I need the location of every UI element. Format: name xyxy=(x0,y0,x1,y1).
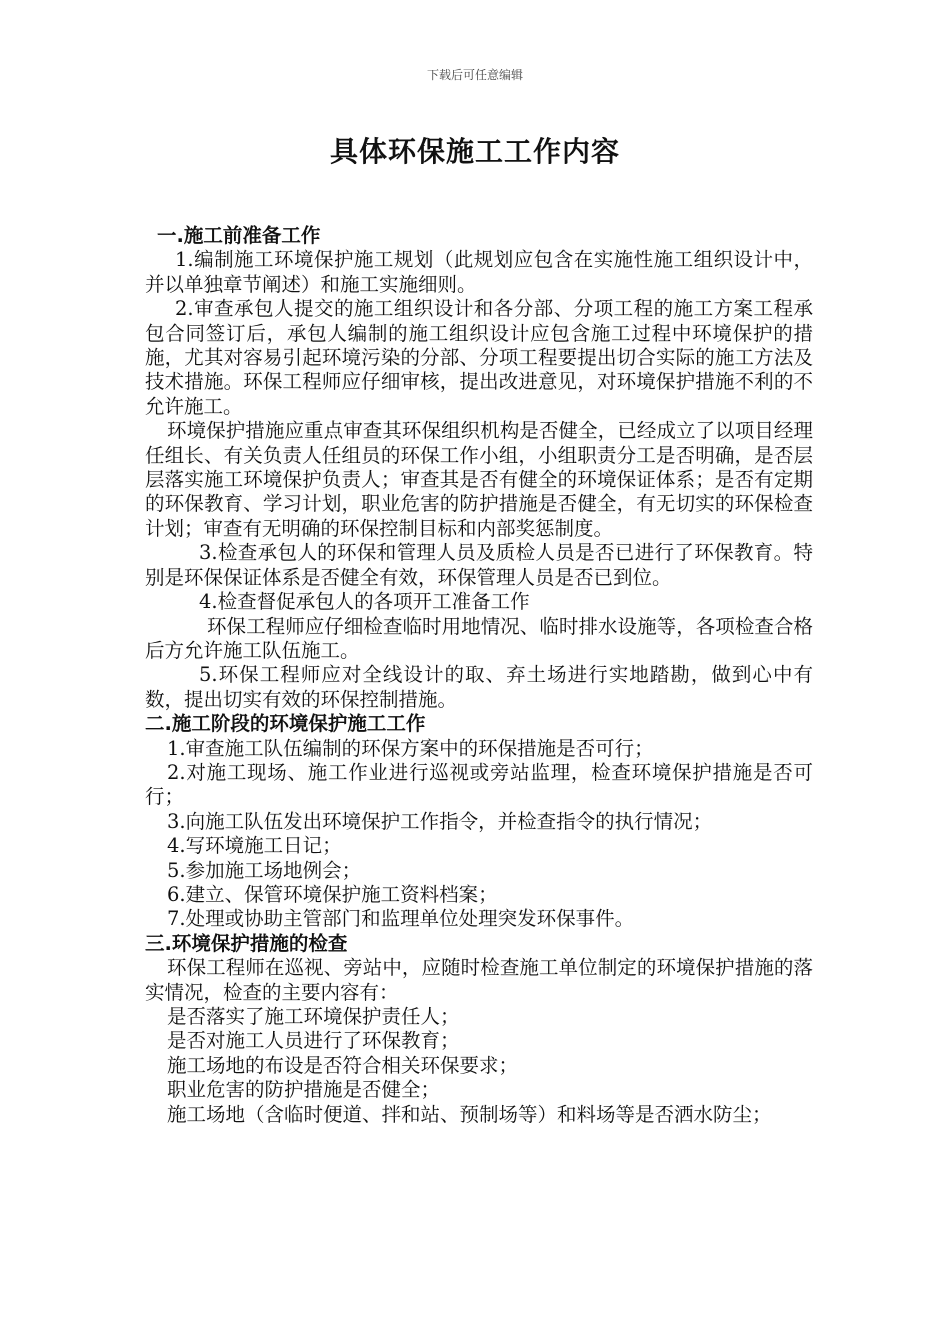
list-item: 职业危害的防护措施是否健全； xyxy=(167,1078,441,1102)
paragraph: 环保工程师应仔细检查临时用地情况、临时排水设施等，各项检查合格后方允许施工队伍施工。 xyxy=(145,614,813,662)
header-note: 下载后可任意编辑 xyxy=(426,68,523,82)
list-item: 6.建立、保管环境保护施工资料档案； xyxy=(167,882,498,906)
paragraph: 环境保护措施应重点审查其环保组织机构是否健全，已经成立了以项目经理任组长、有关负责人任组员的环保工作小组，小组职责分工是否明确，是否层层落实施工环境保护负责人；审查其是否有健全的环境保证体系；是否有定期的环保教育、学习计划，职业危害的防护措施是否健全，有无切实的环保检查计划；审查有无明确的环保控制目标和内部奖惩制度。 xyxy=(145,419,813,540)
paragraph: 1.编制施工环境保护施工规划（此规划应包含在实施性施工组织设计中，并以单独章节阐述）和施工实施细则。 xyxy=(145,248,813,296)
list-item: 5.参加施工场地例会； xyxy=(167,858,362,882)
list-item: 是否对施工人员进行了环保教育； xyxy=(167,1029,460,1053)
list-item: 3.向施工队伍发出环境保护工作指令，并检查指令的执行情况； xyxy=(167,809,713,833)
list-item: 施工场地（含临时便道、拌和站、预制场等）和料场等是否洒水防尘； xyxy=(167,1102,772,1126)
list-item: 施工场地的布设是否符合相关环保要求； xyxy=(167,1053,519,1077)
list-item: 是否落实了施工环境保护责任人； xyxy=(167,1005,460,1028)
section-1-heading: 一.施工前准备工作 xyxy=(157,224,321,247)
list-item: 2.对施工现场、施工作业进行巡视或旁站监理，检查环境保护措施是否可行； xyxy=(145,760,813,809)
paragraph: 3.检查承包人的环保和管理人员及质检人员是否已进行了环保教育。特别是环保保证体系是否健全有效，环保管理人员是否已到位。 xyxy=(145,541,813,589)
list-item: 1.审查施工队伍编制的环保方案中的环保措施是否可行； xyxy=(167,736,654,760)
document-title: 具体环保施工工作内容 xyxy=(329,135,620,168)
section-2-heading: 二.施工阶段的环境保护施工工作 xyxy=(145,712,426,736)
paragraph: 2.审查承包人提交的施工组织设计和各分部、分项工程的施工方案工程承包合同签订后，承包人编制的施工组织设计应包含施工过程中环境保护的措施，尤其对容易引起环境污染的分部、分项工程要提出切合实际的施工方法及技术措施。环保工程师应仔细审核，提出改进意见，对环境保护措施不利的不允许施工。 xyxy=(145,297,813,418)
list-item: 7.处理或协助主管部门和监理单位处理突发环保事件。 xyxy=(167,907,635,931)
section-3-heading: 三.环境保护措施的检查 xyxy=(145,931,348,955)
paragraph: 5.环保工程师应对全线设计的取、弃土场进行实地踏勘，做到心中有数，提出切实有效的环保控制措施。 xyxy=(145,663,813,711)
paragraph: 4.检查督促承包人的各项开工准备工作 xyxy=(199,590,530,614)
list-item: 4.写环境施工日记； xyxy=(167,834,342,858)
paragraph: 环保工程师在巡视、旁站中，应随时检查施工单位制定的环境保护措施的落实情况，检查的主要内容有： xyxy=(145,956,813,1004)
document-body xyxy=(145,224,813,1127)
